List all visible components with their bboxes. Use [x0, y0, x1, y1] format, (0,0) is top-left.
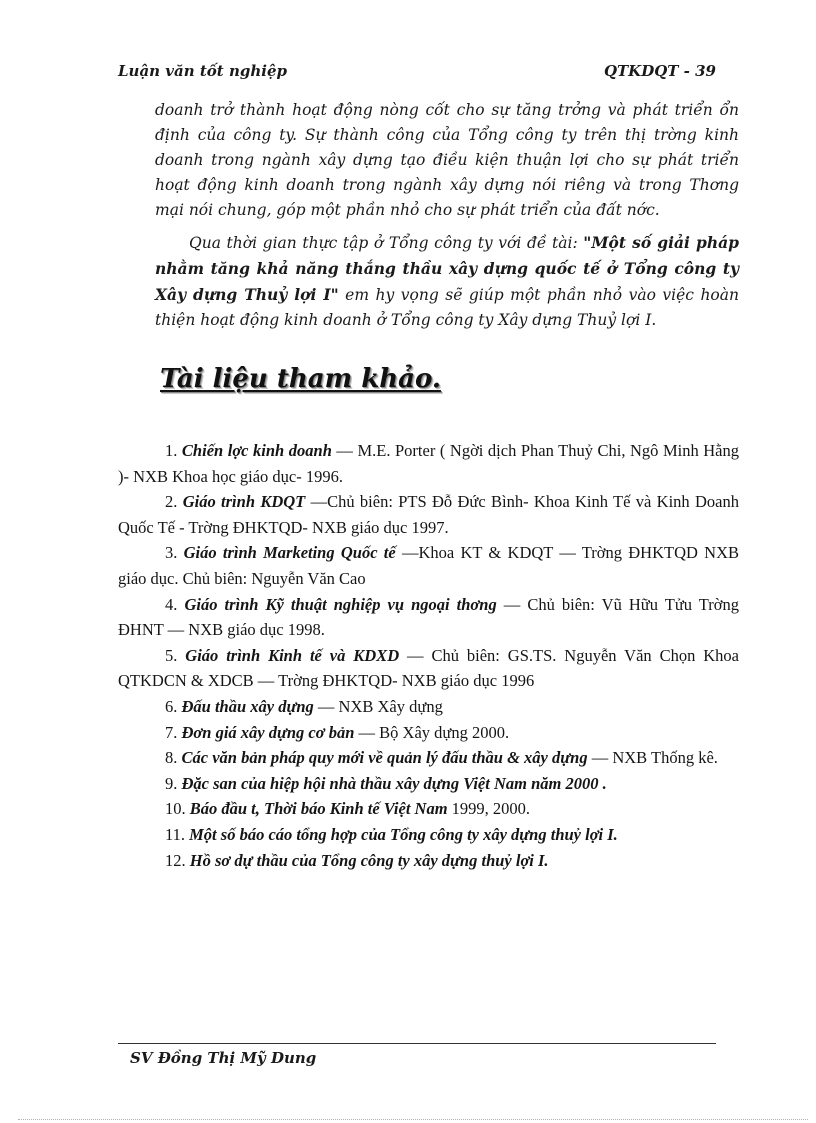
- reference-title: Đặc san của hiệp hội nhà thầu xây dựng Việt Nam năm 2000 .: [181, 773, 607, 793]
- reference-number: 5.: [165, 645, 178, 665]
- reference-number: 6.: [165, 696, 178, 716]
- reference-number: 1.: [165, 441, 178, 460]
- intro-text: [155, 98, 739, 333]
- reference-number: 10.: [165, 799, 186, 819]
- reference-title: Chiến lợc kinh doanh: [181, 441, 332, 460]
- reference-item: [118, 694, 739, 720]
- page-bottom-edge: [18, 1119, 808, 1120]
- references-heading: Tài liệu tham khảo.: [160, 364, 441, 394]
- reference-details: —Khoa KT & KDQT — Trờng ĐHKTQD NXB giáo dục. Chủ biên: Nguyễn Văn Cao: [118, 543, 740, 588]
- reference-item: [118, 540, 739, 591]
- reference-details: — NXB Xây dựng: [313, 696, 443, 716]
- reference-title: Báo đầu t, Thời báo Kinh tế Việt Nam: [189, 799, 448, 819]
- reference-item: [118, 720, 739, 746]
- reference-number: 8.: [165, 748, 178, 768]
- footer-author: SV Đồng Thị Mỹ Dung: [130, 1049, 317, 1067]
- references-list: [118, 438, 739, 873]
- intro-paragraph-2-lead: Qua thời gian thực tập ở Tổng công ty với đề tài:: [189, 234, 584, 252]
- reference-item: [118, 822, 739, 848]
- intro-paragraph-1: doanh trở thành hoạt động nòng cốt cho sự tăng trởng và phát triển ổn định của công ty. Sự thành công của Tổng công ty trên thị trờng kinh doanh trong ngành xây dựng tạo điều kiện thuận lợi cho sự phát triển hoạt động kinh doanh trong ngành xây dựng nói riêng và trong Thơng mại nói chung, góp một phần nhỏ cho sự phát triển của đất nớc.: [155, 101, 739, 219]
- reference-title: Đơn giá xây dựng cơ bản: [181, 722, 355, 742]
- reference-title: Giáo trình Marketing Quốc tế: [183, 543, 396, 563]
- reference-number: 11.: [165, 824, 186, 844]
- intro-paragraph-2: [155, 230, 739, 333]
- reference-details: — Chủ biên: Vũ Hữu Tửu Trờng ĐHNT — NXB giáo dục 1998.: [118, 594, 740, 640]
- header-page-number: QTKDQT - 39: [603, 62, 716, 80]
- reference-item: [118, 438, 739, 489]
- reference-title: Một số báo cáo tổng hợp của Tổng công ty xây dựng thuỷ lợi I.: [189, 824, 618, 844]
- reference-title: Các văn bản pháp quy mới về quản lý đấu thầu & xây dựng: [181, 748, 588, 768]
- reference-details: — NXB Thống kê.: [587, 748, 718, 768]
- reference-title: Giáo trình Kinh tế và KDXD: [185, 645, 400, 665]
- reference-item: [118, 796, 739, 822]
- reference-title: Hồ sơ dự thầu của Tổng công ty xây dựng thuỷ lợi I.: [189, 850, 549, 870]
- reference-details: 1999, 2000.: [447, 799, 531, 819]
- reference-details: — Bộ Xây dựng 2000.: [354, 722, 510, 742]
- reference-title: Giáo trình KDQT: [182, 492, 306, 512]
- reference-item: [118, 489, 739, 540]
- reference-details: —Chủ biên: PTS Đỗ Đức Bình- Khoa Kinh Tế và Kinh Doanh Quốc Tế - Trờng ĐHKTQD- NXB giáo dục 1997.: [118, 492, 740, 537]
- reference-number: 9.: [165, 773, 178, 793]
- reference-item: [118, 745, 739, 771]
- reference-title: Đấu thầu xây dựng: [181, 696, 314, 716]
- reference-item: [118, 771, 739, 797]
- reference-details: — Chủ biên: GS.TS. Nguyễn Văn Chọn Khoa QTKDCN & XDCB — Trờng ĐHKTQD- NXB giáo dục 1996: [118, 645, 739, 691]
- reference-number: 12.: [165, 850, 186, 870]
- page-header: [118, 62, 716, 86]
- reference-number: 4.: [165, 594, 178, 614]
- reference-number: 7.: [165, 722, 178, 742]
- intro-paragraph-2-tail: em hy vọng sẽ giúp một phần nhỏ vào việc hoàn thiện hoạt động kinh doanh ở Tổng công ty Xây dựng Thuỷ lợi I.: [155, 286, 739, 329]
- reference-number: 3.: [165, 543, 178, 563]
- reference-item: [118, 643, 739, 694]
- footer-divider: [118, 1043, 716, 1044]
- reference-number: 2.: [165, 492, 178, 512]
- thesis-topic-title: "Một số giải pháp nhằm tăng khả năng thắng thầu xây dựng quốc tế ở Tổng công ty Xây dựng Thuỷ lợi I": [155, 233, 739, 304]
- reference-details: — M.E. Porter ( Ngời dịch Phan Thuỷ Chi, Ngô Minh Hằng )- NXB Khoa học giáo dục- 1996.: [118, 441, 739, 486]
- header-thesis-label: Luận văn tốt nghiệp: [118, 62, 287, 80]
- reference-title: Giáo trình Kỹ thuật nghiệp vụ ngoại thơng: [184, 594, 497, 614]
- reference-item: [118, 592, 739, 643]
- reference-item: [118, 848, 739, 874]
